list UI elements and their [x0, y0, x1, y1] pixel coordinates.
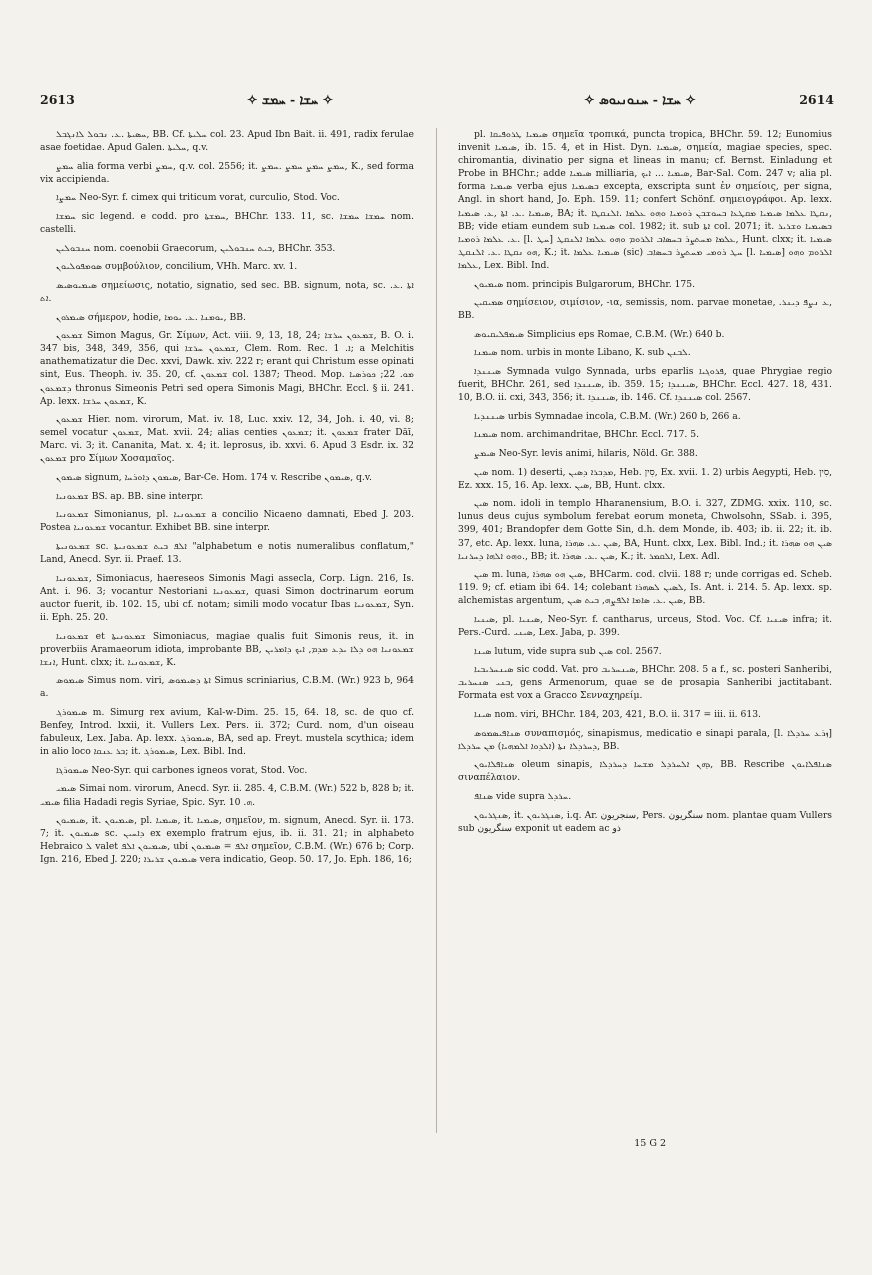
dictionary-entry: ܚܢܒܘܠܝܢ nom. coenobii Graecorum, ܒܝܬ ܚܢܒܘܠܝܢ, BHChr. 353.: [56, 242, 336, 254]
dictionary-entry: ܫܡܥܘܢܝܐ Simonianus, pl. ܫܡܥܘܢܝܐ a concilio Nicaeno damnati, Ebed J. 203. Postea ܫܡܥܘܢܝܐ vocantur. Exhibet BB. sine interpr.: [40, 509, 415, 534]
dictionary-entry: ܣܝܢܚܪܝܒܝܐ sic codd. Vat. pro ܣܝܢܚܪܝܒ, BHChr. 208. 5 a f., sc. posteri Sanheribi, ܒܢܝ ܣܢܚܪܝܒ, gens Armenorum, quae se de prosapia Sanheribi jactitabant. Formata est vox a Gracco Σενναχηρείμ.: [458, 664, 832, 702]
left-column: [40, 128, 414, 872]
dictionary-entry: ܫܡܥܘܢ Hier. nom. virorum, Mat. iv. 18, Luc. xxiv. 12, 34, Joh. i. 40, vi. 8; semel vocatur ܫܡܥܘܢ, Mat. xvii. 24; alias centies ܫܡܥܘܢ; it. ܫܡܥܘܢ frater Dāī, Marc. vi. 3; it. Cananita, Mat. x. 4; it. leprosus, ib. xxvi. 6. Apud 3 Esdr. ix. 32 ܫܡܥܘܢ pro Σίμων Χοσαμαῖος.: [40, 414, 414, 465]
dictionary-entry: ܣܝܡܪܘܢ σήμερον, hodie, ܝܘܡܢܐ .ܥ. ܝܘܡܐ, BB.: [56, 311, 246, 323]
left-running-title: ✧ ܚܫܐ - ܚܡܫ ✧: [246, 92, 334, 107]
left-page-number: 2613: [40, 92, 75, 107]
dictionary-entry: ܣܝܡܨ Neo-Syr. levis animi, hilaris, Nöld. Gr. 388.: [474, 447, 698, 459]
dictionary-entry: ܣܡܝܩܝܢ σημίσειον, σιμίσιον, -ια, semissis, nom. parvae monetae, .ܥ ܢܨܦ ܕܝܢܪ, BB.: [458, 297, 832, 322]
dictionary-entry: ܣܝܢܢܕܝܐ urbis Symnadae incola, C.B.M. (Wr.) 260 b, 266 a.: [474, 410, 741, 422]
dictionary-entry: ܚܡܫܐ sic legend. e codd. pro ܚܡܫܬܐ, BHChr. 133. 11, sc. ܚܡܫܐ ܚܡܫܐ nom. castelli.: [40, 210, 414, 236]
dictionary-entry: ܣܝܢܢܕܐ Symnada vulgo Synnada, urbs eparlis ܦܪܘܓܝܐ, quae Phrygiae regio fuerit, BHChr. 261, sed ܣܝܢܢܕܐ, ib. 359. 15; ܣܝܢܢܕܐ, BHChr. Eccl. 427. 18, 431. 10, B.O. ii. cxi, 343, 356; it. ܣܝܢܢܕܐ, ib. 146. Cf. ܣܝܢܢܕܐ col. 2567.: [458, 366, 832, 404]
dictionary-entry: ܣܝܢܝܐ, pl. ܣܝܢܝܐ, Neo-Syr. f. cantharus, urceus, Stod. Voc. Cf. ܣܝܢܝܐ infra; it. Pers.-Curd. ܣܝܢܝ, Lex. Jaba, p. 399.: [458, 614, 832, 639]
dictionary-entry: ܣܝܢܐ nom. viri, BHChr. 184, 203, 421, B.O. ii. 317 = iii. ii. 613.: [474, 709, 761, 721]
dictionary-entry: ܣܢܐܦܠܐܝܘܢ oleum sinapis, ܕܗܢ ܐܠܚܪܕܠ ܡܫܚܐ ܕܚܪܕܠܐ, BB. Rescribe ܣܢܐܦܠܐܝܘܢ σιναπέλαιον.: [458, 759, 832, 784]
dictionary-entry: ܣܝܡܢܐ nom. urbis in monte Libano, K. sub ܠܒܢܢ.: [474, 347, 691, 359]
dictionary-entry: ܣܝܢܐ lutum, vide supra sub ܣܝܢ col. 2567.: [474, 645, 662, 657]
signature-mark: 15 G 2: [634, 1138, 666, 1149]
dictionary-entry: ܣܝܢ nom. idoli in templo Hharanensium, B.O. i. 327, ZDMG. xxix. 110, sc. lunus deus cujus symbolum ferebat eorum moneta, Chwolsohn, SSab. i. 395, 399, 401; Brandopfer dem Gotte Sin, d.h. dem Monde, ib. 403; ib. ii. 22; it. ib. 37, etc. Ap. lexx. luna, ܣܝܢ .ܥ. ܣܗܪܐ, BA, Hunt. clxx, Lex. Bibl. Ind.; it. ܣܝܢ ܗܘ ܣܗܪܐ .ܘܗܘ ܐܠܗܐ ܕܚܪܢܝܐ, BB; it. ܣܝܢ .ܥ. ܣܗܪܐ, K.; it. ܐܠܩܡܪ, Lex. Adl.: [458, 498, 832, 562]
dictionary-entry: ܣܝܡܝ Simai nom. virorum, Anecd. Syr. ii. 285. 4, C.B.M. (Wr.) 522 b, 828 b; it. ܣܝܡܝ filia Hadadi regis Syriae, Spic. Syr. ܗ. 10.: [40, 783, 414, 808]
dictionary-entry: ܣܘܡܦܘܠܝܘܢ συμβούλιον, concilium, VHh. Marc. xv. 1.: [56, 261, 298, 273]
dictionary-entry: ܫܡܥܘܢܝܐ et ܫܡܥܘܢܝܬܐ Simoniacus, magiae qualis fuit Simonis reus, it. in proverbiis Aramaeorum idiota, improbante BB, ܫܡܥܘܢܝܐ ܗܘ ܕܠܐ ܝܕܥ ܡܕܡ, ܐܝܟ ܕܐܡܪܝܢ ܐܢܫܐ, Hunt. clxx; it. ܫܡܥܘܢܝܐ, K.: [40, 630, 414, 668]
dictionary-entry: ܫܡܥܘܢܝܐ, Simoniacus, haereseos Simonis Magi assecla, Corp. Lign. 216, Is. Ant. i. 96. 3; vocantur Nestoriani ܫܡܥܘܢܝܐ, quasi Simon doctrinarum eorum auctor fuerit, ib. 102. 15, ubi cf. notam; simili modo vocatur Ibas ܫܡܥܘܢܝܐ, Syn. ii. Eph. 25. 20.: [40, 572, 414, 623]
dictionary-entry: ܣܝܡܝܘܢ, it. ܣܝܡܝܘܢ, pl. ܣܝܡܝܐ, it. ܣܝܡܝܐ, σημεῖον, m. signum, Anecd. Syr. ii. 173. 7; it. ܣܝܡܝܘܢ sc. ܕܐܚܝܢ ex exemplo fratrum ejus, ib. ii. 31. 21; in alphabeto Hebraico ܠ valet ܣܝܡܝܘܢ ܐܠܦ, ubi ܐܠܦ = ܣܝܡܝܘܢ σημεῖον, C.B.M. (Wr.) 676 b; Corp. Ign. 216, Ebed J. 220; ܣܝܡܝܘܢ ܫܪܝܪܐ vera indicatio, Geop. 50. 17, Jo. Eph. 186, 16;: [40, 815, 415, 866]
right-running-title: ✧ ܚܫܐ - ܚܢܘܢܝܘܣ ✧: [584, 92, 696, 107]
dictionary-entry: ܣܝܡܝܘܣܝܣ σημείωσις, notatio, signatio, sed sec. BB. signum, nota, sc. ܐܬܐ .ܥ. ܐܬ.: [40, 279, 414, 304]
dictionary-entry: ܣܝܡܘܣ Simus nom. viri, ܐܬܐ ܕܣܝܡܘܣ Simus scriniarius, C.B.M. (Wr.) 923 b, 964 a.: [40, 675, 415, 700]
dictionary-entry: ܣܝܡܢܐ nom. archimandritae, BHChr. Eccl. 717. 5.: [474, 429, 700, 441]
column-divider: [436, 128, 437, 1133]
dictionary-entry: ܣܝܡܦܠܝܩܝܘܣ Simplicius eps Romae, C.B.M. (Wr.) 640 b.: [474, 328, 725, 340]
dictionary-entry: ܣܝܡܘܪܓ m. Simurg rex avium, Kal-w-Dim. 25. 15, 64. 18, sc. de quo cf. Benfey, Introd. lxxii, it. Vullers Lex. Pers. ii. 372; Curd. nom, d'un oiseau fabuleux, Lex. Jaba. Ap. lexx. ܣܝܡܘܪܓ, BA, sed ap. Freyt. mustela scythica; idem in alio loco ܒܪ ܥܢܩܐ; it. ܣܝܡܘܪܓ, Lex. Bibl. Ind.: [40, 706, 414, 758]
dictionary-entry: ܣܝܡܘܢ signum, ܣܝܡܘܢ ܕܐܘܪܚܐ, Bar-Ce. Hom. 174 v. Rescribe ܣܝܡܘܢ, q.v.: [56, 472, 372, 484]
dictionary-entry: ܣܝܡܘܪܓܐ Neo-Syr. qui carbones igneos vorat, Stod. Voc.: [56, 764, 308, 776]
dictionary-entry: ܣܢܓܪܝܘܢ, it. ܣܢܓܪܝܘܢ, i.q. Ar. سنجريون, Pers. سنگریون nom. plantae quam Vullers sub سنگریون exponit ut eadem ac ذو: [458, 809, 832, 834]
dictionary-entry: ܚܣܝܬܐ .ܥ. ܢܒܘܠ ܠܐܢܓܒܠ, BB. Cf. ܚܠܝܬܐ col. 23. Apud Ibn Bait. ii. 491, radix ferulae asae foetidae. Apud Galen. ܚܠܝܬܐ, q.v.: [40, 129, 414, 154]
running-header: [40, 92, 834, 112]
dictionary-entry: ܣܝܢ m. luna, ܣܝܢ ܗܘ ܣܗܪܐ, BHCarm. cod. clvii. 188 r; unde corrigas ed. Scheb. 119. 9; cf. etiam ibi 64. 14; colebant ܠܣܝܢ ܠܣܗܪܐ, Is. Ant. i. 214. 5. Ap. lexx. sp. alchemistas argentum, ܣܝܢ .ܥ. ܣܐܡܐ ܐܠܦܨܗ, ܒܝܬ ܣܝܢ, BB.: [458, 569, 832, 607]
dictionary-entry: ܣܢܐܦܝܣܡܘܣ συναπισμός, sinapismus, medicatio e sinapi parala, [l. ܙܪܥ ܚܪܕܠܐ] ܕܚܪܕܠܐ ܢܬܐ (ܐܠܕܘܐ ܐܠܡܗܝܐ) ܡܢ ܚܪܕܠܐ, BB.: [458, 727, 832, 752]
dictionary-entry: ܫܡܥܘܢܝܬܐ sc. ܐܠܦ ܒܝܬ ܫܡܥܘܢܝܬܐ "alphabetum e notis numeralibus conflatum," Land, Anecd. Syr. ii. Praef. 13.: [40, 540, 414, 566]
dictionary-entry: ܣܝܡܝܘܢ nom. principis Bulgarorum, BHChr. 175.: [474, 278, 696, 290]
dictionary-entry: ܣܢܐܦ vide supra ܚܪܕܠ.: [474, 791, 572, 803]
right-column: [458, 128, 832, 840]
dictionary-entry: ܫܡܥܘܢܝܐ BS. ap. BB. sine interpr.: [56, 490, 204, 502]
dictionary-entry: ܚܡܨܐ Neo-Syr. f. cimex qui triticum vorat, curculio, Stod. Voc.: [56, 192, 340, 204]
dictionary-entry: pl. ܣܝܡܝܐ ܛܪܘܦܝܩܐ σημεῖα τροπικά, puncta tropica, BHChr. 59. 12; Eunomius invenit ܣܝܡܝܐ, ib. 15. 4, et in Hist. Dyn. ܣܝܡܝܐ, σημεία, magiae species, spec. chiromantia, divinatio per signa et lineas in manu; cf. Bernst. Einladung et Probe in BHChr.; adde ܣܝܡܝܐ milliaria, ܣܝܡܝܐ ... ܐܝܟ, Bar-Sal. Com. 247 v; alia pl. forma ܣܝܡܝܐ verba ejus ܒܣܝܡܝܐ excepta, exscripta sunt ἐν σημείοις, per signa, Angl. in short hand, Jo. Eph. 159. 11; confert Schönf. σημειογράφοι. Ap. lexx. ܣܝܡܝܐ .ܥ. ܐܬܐ ,ܥ. ܣܝܡܝܐ, BA; it. ܢܩܛܐ ܥܠܡܐ ܣܝܡܝܐ ܡܩܛܥܐ ܒܚܘܫܒܢ ܪܘܡܝܐ ܘܗܘ ܥܠܡܐ .ܐܠܢܩܛܐ, BB; vide etiam eundem sub ܣܝܡܝܐ col. 1982; it. sub ܐܬܐ col. 2071; it. ܒܣܝܡܝܐ ܘܫܪܝܪ .ܥ. ܥܠܡܐ ܪܘܡܝܐ [l. ܚܛ] ܥܠܡܐ ܡܚܬܨܪ ܒܚܣܐܒ ܐܠܪܘܡ ܘܗܘ ܥܠܡܐ ܐܠܢܩܛ, Hunt. clxx; it. ܣܝܡܝܐ ܗܘ ܢܩܛܐ .ܥ. ܐܠܢܩܛ, K.; it. ܣܝܡܝܐ ܥܠܡܐ (sic) ܚܛ ܪܘܡܝ ܡܚܬܨܪ ܒܚܣܐܒ [l. ܣܝܡܝܐ] ܐܠܪܘܡ ܘܗܘ ܥܠܡܐ, Lex. Bibl. Ind.: [458, 129, 833, 271]
dictionary-entry: ܫܡܥܘܢ Simon Magus, Gr. Σίμων, Act. viii. 9, 13, 18, 24; ܫܡܥܘܢ ܚܪܫܐ, B. O. i. 347 bis, 348, 349, 356, qui ܫܡܥܘܢ ܚܪܫܐ, Clem. Rom. Rec. ܐ. 1; a Melchitis anathematizatur die Dec. xxvi, Dawk. xiv. 222 r; erant qui Christum esse opinati sint, Eus. Theoph. iv. 35. 20, cf. ܫܡܥܘܢ col. 1387; Theod. Mop. ܡܘ. 22; ܟܘܪܣܝܐ ܕܫܡܥܘܢ thronus Simeonis Petri sed opera Simonis Magi, BHChr. Eccl. § ii. 241. Ap. lexx. ܫܡܥܘܢ ܚܪܫܐ, K.: [40, 330, 415, 407]
dictionary-entry: ܚܡܨ alia forma verbi ܚܡܨ, q.v. col. 2556; it. ܚܡܨ ܚܡܨ ܚܡܨ .ܚܡܨ, K., sed forma vix accipienda.: [40, 160, 414, 185]
dictionary-entry: ܣܝܢ nom. 1) deserti, ܡܕܒܪܐ ܕܣܝܢ, Heb. סִין, Ex. xvii. 1. 2) urbis Aegypti, Heb. סִין, Ez. xxx. 15, 16. Ap. lexx. ܣܝܢ, BB, Hunt. clxx.: [458, 466, 832, 491]
right-page-number: 2614: [799, 92, 834, 107]
